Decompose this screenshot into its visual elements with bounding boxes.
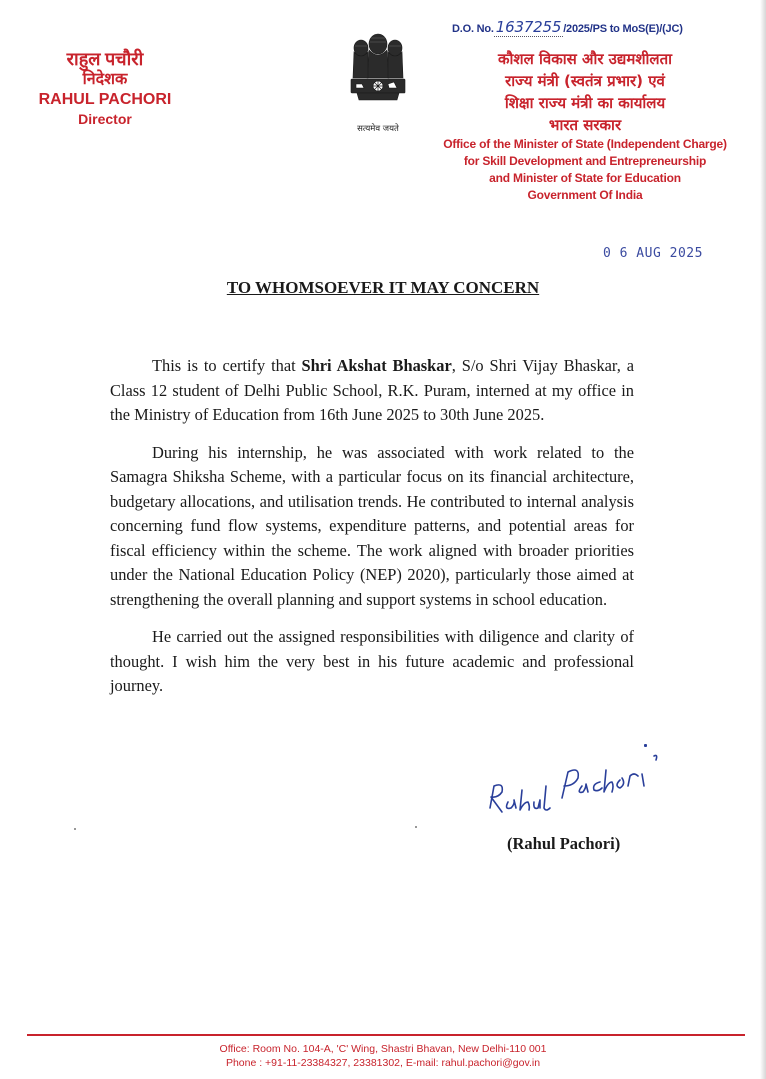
paragraph-3: He carried out the assigned responsibilities with diligence and clarity of thought. I wish him the very best in his future academic and professional journey. [110, 627, 634, 695]
state-emblem-icon [347, 26, 409, 118]
paragraph-2: During his internship, he was associated with work related to the Samagra Shiksha Scheme, with a particular focus on its financial architecture, budgetary allocations, and utilisation trends. He contributed to internal analysis concerning fund flow systems, expenditure patterns, and potential areas for fiscal efficiency within the scheme. The work aligned with broader priorities under the National Education Policy (NEP) 2020), particularly those aimed at strengthening the overall planning and support systems in school education. [110, 442, 634, 609]
emblem-block [340, 26, 416, 134]
letter-body [110, 354, 634, 712]
letter-heading-text: TO WHOMSOEVER IT MAY CONCERN [226, 278, 540, 297]
paragraph-1-intro: This is to certify that [152, 356, 302, 375]
sender-title-hindi: निदेशक [82, 71, 128, 88]
letter-heading [0, 278, 766, 298]
scan-mark [644, 744, 647, 747]
sender-name-english: RAHUL PACHORI [38, 91, 172, 108]
office-english-line-1: Office of the Minister of State (Independent Charge) [443, 137, 727, 151]
scan-mark [74, 828, 76, 830]
office-block [420, 48, 750, 204]
footer-office-address: Office: Room No. 104-A, 'C' Wing, Shastri Bhavan, New Delhi-110 001 [219, 1043, 547, 1055]
office-english-line-2: for Skill Development and Entrepreneurship [463, 154, 707, 168]
office-english-line-4: Government Of India [527, 188, 643, 202]
paragraph-1-rest: , S/o Shri Vijay Bhaskar, a Class 12 student of Delhi Public School, R.K. Puram, interned at my office in the Ministry of Education from 16th June 2025 to 30th June 2025. [110, 356, 634, 424]
sender-name-hindi: राहुल पचौरी [66, 49, 144, 69]
emblem-motto: सत्यमेव जयते [357, 124, 399, 134]
reference-handwritten-number: 1637255 [495, 18, 562, 36]
footer-address [0, 1042, 766, 1070]
paragraph-1 [110, 354, 634, 428]
office-english-line-3: and Minister of State for Education [489, 171, 681, 185]
reference-suffix: /2025/PS to MoS(E)/(JC) [563, 23, 683, 35]
office-hindi-line-3: शिक्षा राज्य मंत्री का कार्यालय [504, 94, 666, 112]
footer-divider [27, 1034, 745, 1036]
office-hindi-line-4: भारत सरकार [548, 116, 622, 134]
intern-name: Shri Akshat Bhaskar [301, 356, 452, 375]
sender-block [30, 48, 180, 128]
sender-title-english: Director [78, 111, 132, 127]
date-stamp: 0 6 AUG 2025 [603, 246, 703, 261]
page-edge-shadow [760, 0, 766, 1079]
office-hindi-line-2: राज्य मंत्री (स्वतंत्र प्रभार) एवं [505, 72, 665, 90]
office-hindi-line-1: कौशल विकास और उद्यमशीलता [497, 50, 673, 68]
footer-contact: Phone : +91-11-23384327, 23381302, E-mail: rahul.pachori@gov.in [225, 1057, 541, 1069]
reference-number [452, 18, 742, 36]
scan-mark [415, 826, 417, 828]
signatory-name: (Rahul Pachori) [507, 834, 621, 853]
reference-prefix: D.O. No. [452, 23, 494, 35]
handwritten-signature [478, 750, 668, 820]
